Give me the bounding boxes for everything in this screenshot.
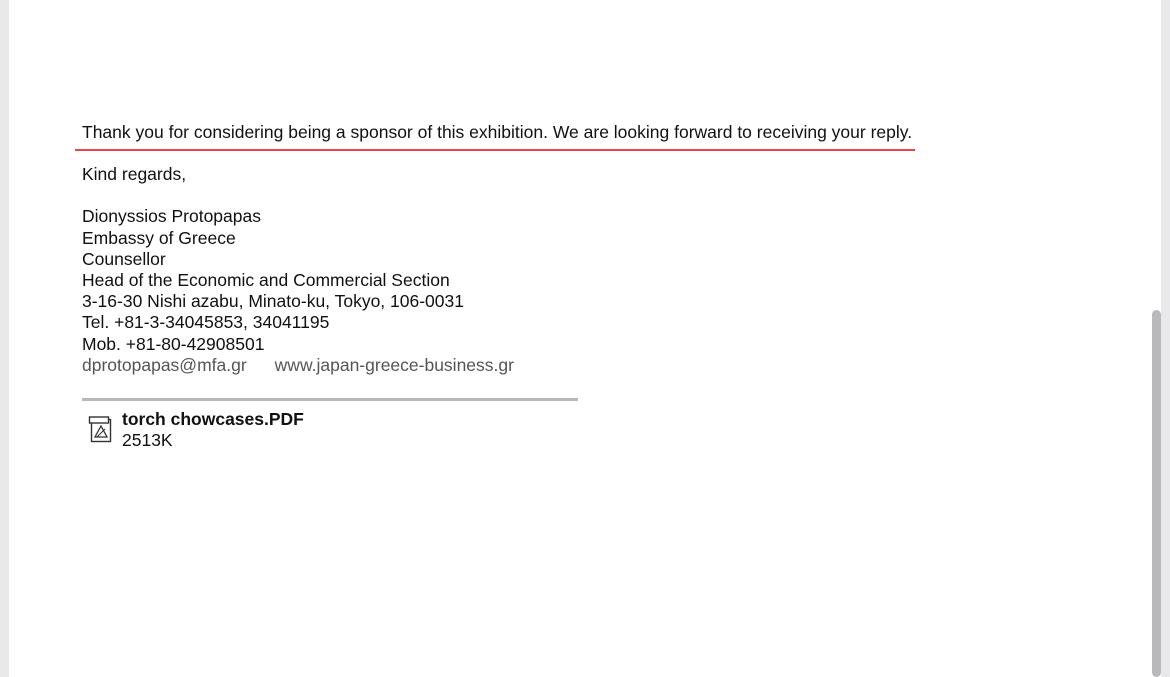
closing-sentence-wrapper bbox=[82, 122, 912, 143]
attachment-divider bbox=[82, 398, 578, 401]
vertical-scrollbar[interactable] bbox=[1152, 310, 1161, 677]
signature-title: Counsellor bbox=[82, 248, 166, 269]
closing-sentence: Thank you for considering being a sponsor of this exhibition. We are looking forward to receiving your reply. bbox=[82, 122, 913, 142]
signature-website-link[interactable]: www.japan-greece-business.gr bbox=[274, 354, 514, 375]
signature-organization: Embassy of Greece bbox=[82, 227, 236, 248]
spellcheck-underline bbox=[75, 149, 915, 151]
pdf-file-icon bbox=[88, 415, 114, 443]
signature-address: 3-16-30 Nishi azabu, Minato-ku, Tokyo, 106-0031 bbox=[82, 291, 464, 312]
attachment-meta bbox=[122, 409, 304, 451]
signature-links bbox=[82, 355, 1082, 376]
regards-text: Kind regards, bbox=[82, 164, 187, 185]
signature-name: Dionyssios Protopapas bbox=[82, 206, 261, 227]
signature-block bbox=[82, 206, 1082, 376]
attachment-size: 2513K bbox=[122, 430, 173, 450]
signature-tel: Tel. +81-3-34045853, 34041195 bbox=[82, 312, 330, 333]
signature-role: Head of the Economic and Commercial Section bbox=[82, 270, 450, 291]
attachment-filename[interactable]: torch chowcases.PDF bbox=[122, 409, 304, 429]
message-body bbox=[82, 122, 1082, 376]
signature-email-link[interactable]: dprotopapas@mfa.gr bbox=[82, 354, 247, 375]
attachment-item[interactable] bbox=[88, 409, 304, 451]
signature-mobile: Mob. +81-80-42908501 bbox=[82, 333, 265, 354]
